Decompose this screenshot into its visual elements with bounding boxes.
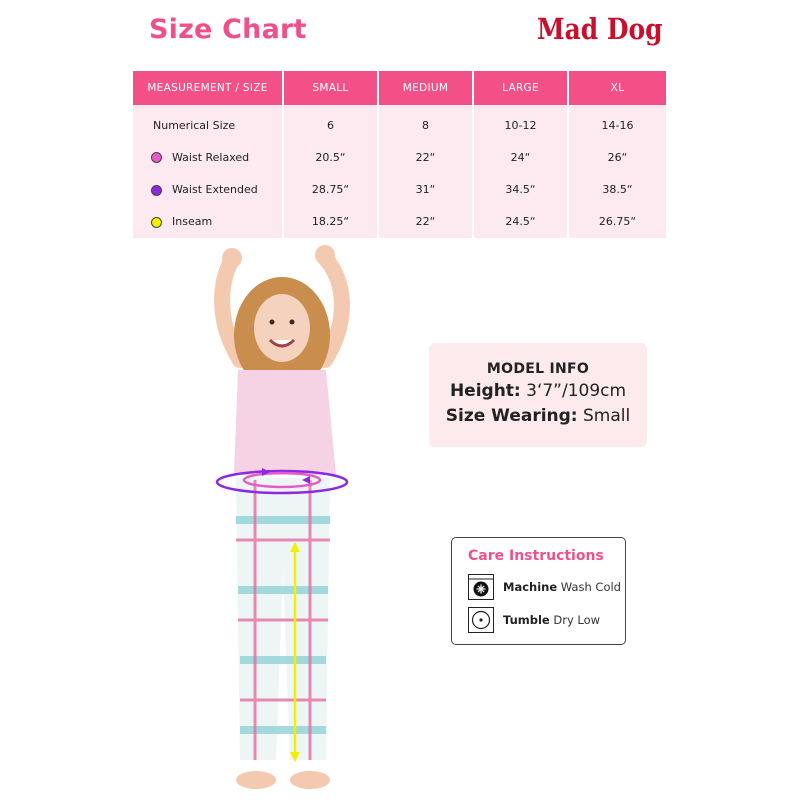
table-row [133, 174, 666, 206]
care-item-wash [468, 573, 621, 601]
table-cell: 26.75“ [598, 215, 637, 229]
table-cell: 24.5“ [474, 206, 569, 238]
row-label [133, 141, 284, 173]
height-label: Height: [449, 381, 521, 401]
brand-logo: Mad Dog [537, 12, 663, 46]
row-label [133, 105, 284, 141]
table-cell: 24“ [474, 141, 569, 173]
column-header: MEDIUM [379, 71, 474, 105]
size-chart-table [133, 71, 666, 238]
column-header: SMALL [284, 71, 379, 105]
table-header-row [133, 71, 666, 105]
row-label [133, 174, 284, 206]
size-wearing-value: Small [583, 406, 631, 426]
table-row [133, 105, 666, 141]
table-cell: 8 [379, 105, 474, 141]
table-cell: 28.75“ [284, 174, 379, 206]
care-title: Care Instructions [468, 548, 604, 564]
table-cell: 34.5“ [474, 174, 569, 206]
height-value: 3‘7”/109cm [526, 381, 627, 401]
model-size [429, 406, 647, 427]
pink-dot-icon [151, 152, 162, 163]
table-cell: 22“ [379, 206, 474, 238]
table-cell: 20.5“ [284, 141, 379, 173]
size-wearing-label: Size Wearing: [445, 406, 578, 426]
model-photo [140, 240, 420, 800]
purple-dot-icon [151, 185, 162, 196]
row-label-text: Numerical Size [153, 118, 236, 132]
column-header: LARGE [474, 71, 569, 105]
care-wash-text: Wash Cold [560, 580, 621, 594]
model-info-title: MODEL INFO [486, 361, 590, 377]
column-header: XL [569, 71, 666, 105]
care-wash-bold: Machine [503, 580, 558, 594]
page-title: Size Chart [149, 14, 307, 45]
yellow-dot-icon [151, 217, 162, 228]
model-info-box [429, 343, 647, 447]
table-cell: 10-12 [474, 105, 569, 141]
tumble-dry-icon [468, 607, 494, 633]
table-cell: 22“ [379, 141, 474, 173]
row-label-text: Waist Relaxed [172, 150, 250, 164]
washing-machine-icon [468, 574, 494, 600]
care-dry-text: Dry Low [553, 613, 601, 627]
care-instructions-box [451, 537, 626, 645]
table-cell: 6 [284, 105, 379, 141]
table-cell: 38.5“ [602, 183, 633, 197]
care-dry-bold: Tumble [503, 613, 550, 627]
table-cell: 26“ [607, 150, 628, 164]
care-item-dry [468, 606, 600, 634]
row-label [133, 206, 284, 238]
table-cell: 18.25“ [284, 206, 379, 238]
table-row [133, 141, 666, 173]
column-header: MEASUREMENT / SIZE [133, 71, 284, 105]
table-cell: 31“ [379, 174, 474, 206]
model-height [429, 381, 647, 402]
row-label-text: Waist Extended [172, 183, 258, 197]
row-label-text: Inseam [172, 215, 213, 229]
table-row [133, 206, 666, 238]
table-cell: 14-16 [601, 118, 634, 132]
